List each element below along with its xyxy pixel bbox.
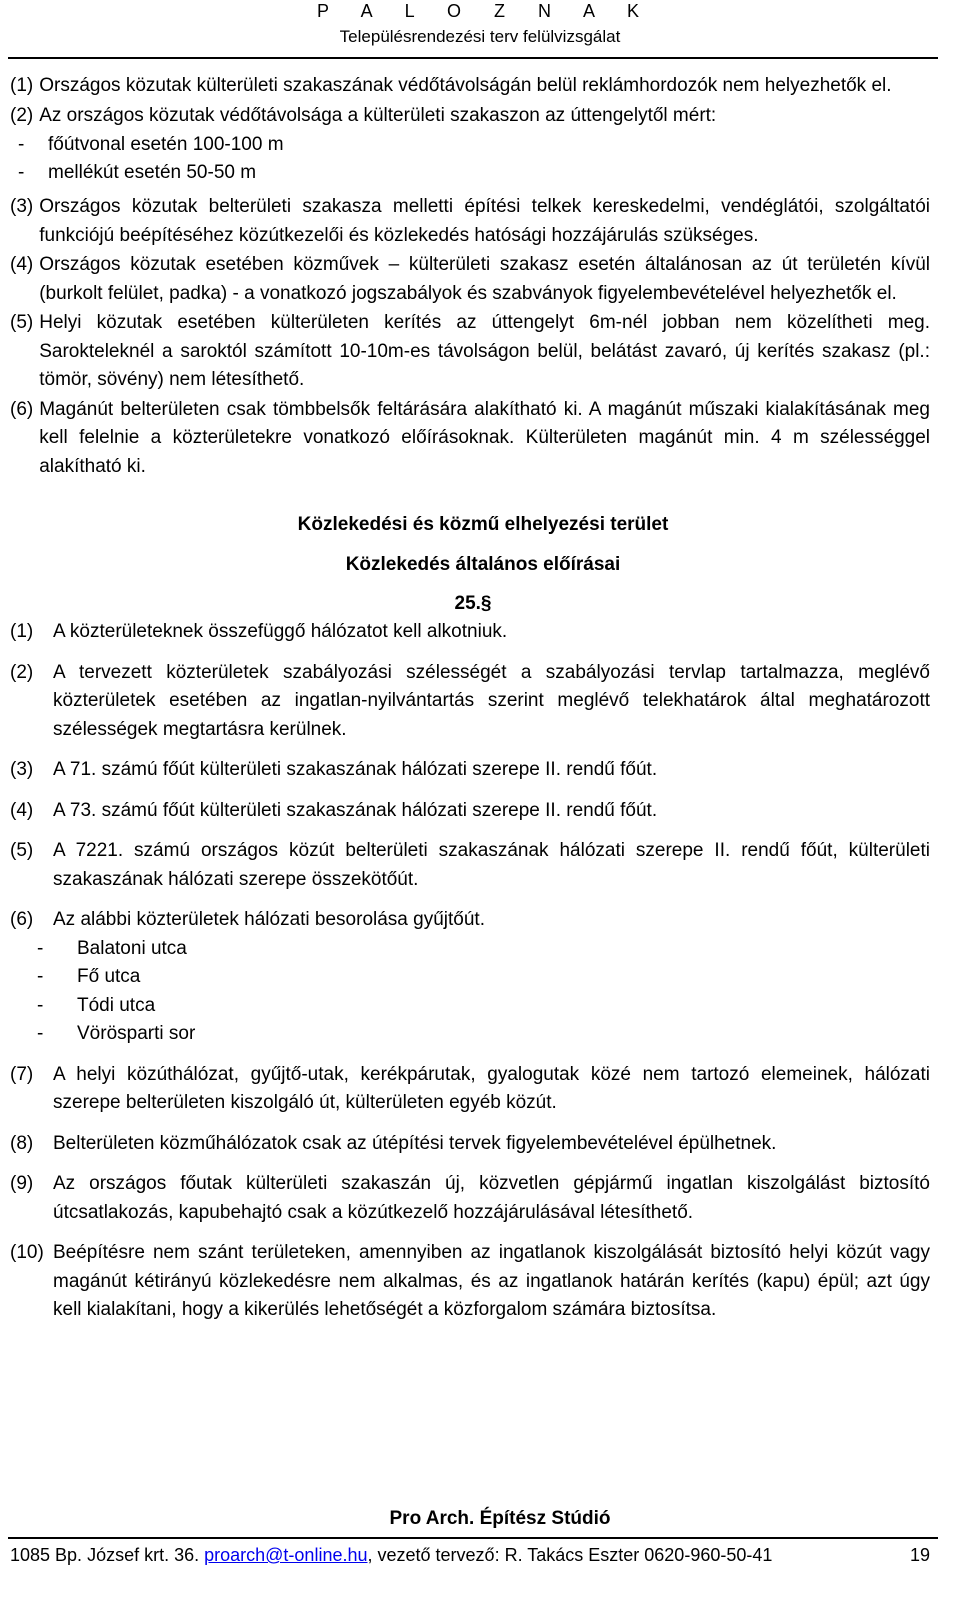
paragraph-1: [10, 72, 930, 101]
paragraph-2: [10, 102, 930, 131]
footer-designer: , vezető tervező: R. Takács Eszter 0620-960-50-41: [367, 1545, 773, 1565]
paragraph-1: [10, 618, 930, 647]
paragraph-3: [10, 756, 930, 785]
street-name: Fő utca: [77, 966, 141, 987]
paragraph-text: Országos közutak belterületi szakasza melletti építési telkek kereskedelmi, vendéglátói, szolgáltatói funkciójú beépítéséhez közútkezelői és közlekedés hatósági hozzájárulás szükséges.: [39, 196, 930, 246]
paragraph-text: Beépítésre nem szánt területeken, amennyiben az ingatlanok kiszolgálását biztosító helyi közút vagy magánút kétirányú közlekedésre nem alkalmas, és az ingatlanok határán kerítés (kapu) épül; azt úgy kell kialakítani, hogy a kikerülés lehetőségét a közforgalom számára biztosítsa.: [53, 1242, 930, 1320]
paragraph-number: (1): [10, 621, 34, 642]
paragraph-text: A helyi közúthálózat, gyűjtő-utak, kerékpárutak, gyalogutak közé nem tartozó elemeinek, hálózati szerepe belterületen kiszolgáló út, külterületen egyéb közút.: [53, 1063, 930, 1113]
paragraph-text: Magánút belterületen csak tömbbelsők feltárására alakítható ki. A magánút műszaki kialakításának meg kell felelnie a közterületekre vonatkozó előírásoknak. Külterületen magánút min. 4 m szélességgel alakítható ki.: [39, 398, 930, 477]
paragraph-text: Országos közutak külterületi szakaszának védőtávolságán belül reklámhordozók nem helyezhetők el.: [39, 75, 892, 96]
header-title: P A L O Z N A K: [316, 1, 654, 21]
paragraph-text: A 73. számú főút külterületi szakaszának hálózati szerepe II. rendű főút.: [53, 799, 658, 821]
paragraph-number: (2): [10, 104, 34, 126]
page-number: 19: [909, 1545, 930, 1565]
header-rule: [8, 57, 938, 59]
paragraph-text: Az alábbi közterületek hálózati besorolása gyűjtőút.: [53, 909, 485, 930]
paragraph-number: (9): [10, 1173, 34, 1194]
paragraph-number: (10): [10, 1242, 44, 1263]
email-link[interactable]: proarch@t-online.hu: [204, 1545, 368, 1565]
footer-contact: [10, 1545, 772, 1566]
paragraph-text: A 71. számú főút külterületi szakaszának hálózati szerepe II. rendű főút.: [53, 759, 658, 780]
paragraph-5: [10, 309, 930, 395]
header-subtitle: Településrendezési terv felülvizsgálat: [339, 27, 621, 46]
street-list-item: [10, 992, 930, 1021]
footer-firm-name: Pro Arch. Építész Stúdió: [389, 1508, 611, 1529]
paragraph-9: [10, 1170, 930, 1227]
paragraph-text: A tervezett közterületek szabályozási szélességét a szabályozási tervlap tartalmazza, meglévő közterületek esetében az ingatlan-nyilvántartás szerint meglévő telekhatárok által meghatározott szélességek megtartásra kerülnek.: [53, 661, 930, 740]
paragraph-text: Helyi közutak esetében külterületen kerítés az úttengelyt 6m-nél jobban nem közelítheti meg. Sarokteleknél a saroktól számított 10-10m-es távolságon belül, belátást zavaró, új kerítés szakasz (pl.: tömör, sövény) nem létesíthető.: [39, 312, 930, 390]
section-heading: Közlekedési és közmű elhelyezési terület: [297, 514, 669, 535]
paragraph-number: (6): [10, 909, 34, 930]
list-item-text: mellékút esetén 50-50 m: [48, 162, 257, 183]
paragraph-text: Belterületen közműhálózatok csak az útépítési tervek figyelembevételével épülhetnek.: [53, 1132, 777, 1154]
dash-bullet: -: [37, 1023, 44, 1044]
paragraph-number: (2): [10, 661, 34, 683]
street-name: Tódi utca: [77, 994, 156, 1016]
list-item: [10, 131, 930, 159]
paragraph-text: A 7221. számú országos közút belterületi szakaszának hálózati szerepe II. rendű főút, külterületi szakaszának hálózati szerepe összekötőút.: [53, 840, 930, 890]
paragraph-number: (4): [10, 254, 34, 275]
paragraph-5: [10, 837, 930, 894]
paragraph-number: (3): [10, 196, 34, 217]
paragraph-number: (1): [10, 75, 34, 96]
dash-bullet: -: [18, 134, 25, 155]
list-item-text: főútvonal esetén 100-100 m: [48, 134, 284, 155]
section-road-protection: [10, 72, 930, 481]
page-footer: [10, 1545, 930, 1566]
footer-address: 1085 Bp. József krt. 36.: [10, 1545, 200, 1565]
paragraph-number: (5): [10, 312, 34, 333]
dash-bullet: -: [37, 937, 44, 959]
page-header: [0, 0, 960, 47]
paragraph-8: [10, 1130, 930, 1159]
dash-bullet: -: [37, 994, 44, 1016]
paragraph-text: Az országos főutak külterületi szakaszán új, közvetlen gépjármű ingatlan kiszolgálást biztosító útcsatlakozás, kapubehajtó csak a közútkezelő hozzájárulásával létesíthető.: [53, 1173, 930, 1223]
paragraph-3: [10, 193, 930, 250]
street-list-item: [10, 963, 930, 992]
list-item: [10, 159, 930, 187]
paragraph-4: [10, 797, 930, 826]
paragraph-number: (5): [10, 840, 34, 861]
paragraph-number: (3): [10, 759, 34, 780]
street-name: Vörösparti sor: [77, 1023, 196, 1044]
paragraph-6: [10, 396, 930, 482]
paragraph-4: [10, 251, 930, 308]
section-traffic-rules: [10, 618, 930, 1325]
dash-bullet: -: [37, 966, 44, 987]
paragraph-10: [10, 1239, 930, 1325]
paragraph-6: [10, 906, 930, 935]
subsection-heading: Közlekedés általános előírásai: [345, 554, 621, 575]
paragraph-number: (7): [10, 1063, 34, 1085]
paragraph-2: [10, 659, 930, 745]
article-number: 25.§: [454, 593, 492, 614]
document-body: [10, 72, 930, 1337]
paragraph-text: A közterületeknek összefüggő hálózatot kell alkotniuk.: [53, 621, 508, 642]
footer-rule: [8, 1537, 938, 1539]
paragraph-text: Országos közutak esetében közművek – külterületi szakasz esetén általánosan az út területén kívül (burkolt felület, padka) - a vonatkozó jogszabályok és szabványok figyelembevételével helyezhetők el.: [39, 254, 930, 304]
paragraph-number: (8): [10, 1132, 34, 1154]
paragraph-number: (4): [10, 799, 34, 821]
street-list-item: [10, 1020, 930, 1049]
paragraph-7: [10, 1061, 930, 1118]
paragraph-number: (6): [10, 398, 34, 420]
street-name: Balatoni utca: [77, 937, 187, 959]
dash-bullet: -: [18, 162, 25, 183]
paragraph-text: Az országos közutak védőtávolsága a külterületi szakaszon az úttengelytől mért:: [39, 104, 717, 126]
street-list-item: [10, 935, 930, 964]
